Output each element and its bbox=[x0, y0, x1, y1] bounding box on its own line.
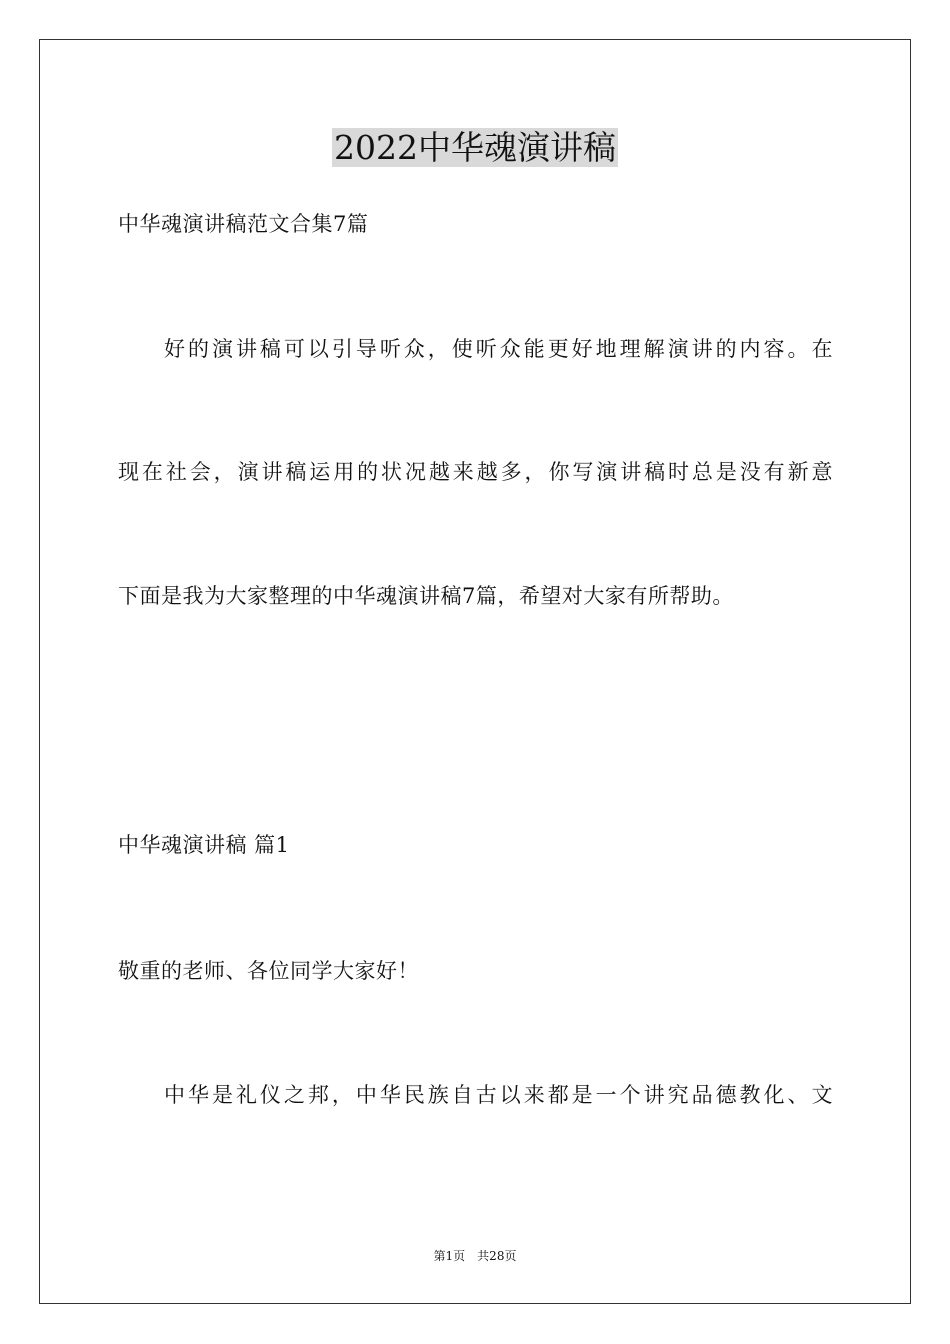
greeting-line: 敬重的老师、各位同学大家好！ bbox=[118, 959, 419, 983]
subtitle: 中华魂演讲稿范文合集7篇 bbox=[118, 212, 369, 236]
intro-line-2: 现在社会，演讲稿运用的状况越来越多，你写演讲稿时总是没有新意 bbox=[118, 460, 833, 484]
document-title bbox=[0, 126, 950, 170]
intro-line-1: 好的演讲稿可以引导听众，使听众能更好地理解演讲的内容。在 bbox=[164, 337, 833, 361]
title-text: 2022中华魂演讲稿 bbox=[334, 128, 616, 167]
page-footer: 第1页 共28页 bbox=[433, 1249, 517, 1263]
body-line-1: 中华是礼仪之邦，中华民族自古以来都是一个讲究品德教化、文 bbox=[164, 1083, 833, 1107]
section-heading: 中华魂演讲稿 篇1 bbox=[118, 833, 290, 857]
intro-line-3: 下面是我为大家整理的中华魂演讲稿7篇，希望对大家有所帮助。 bbox=[118, 584, 734, 608]
